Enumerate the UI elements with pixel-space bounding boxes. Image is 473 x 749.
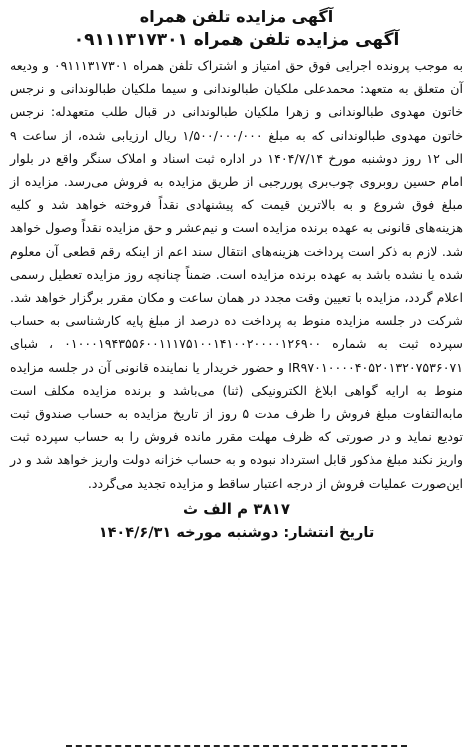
publication-date: تاریخ انتشار: دوشنبه مورخه ۱۴۰۴/۶/۳۱	[98, 524, 375, 541]
notice-subtitle: آگهی مزایده تلفن همراه ۰۹۱۱۱۳۱۷۳۰۱	[73, 30, 400, 50]
notice-title: آگهی مزایده تلفن همراه	[139, 7, 334, 26]
bottom-divider	[66, 745, 407, 747]
reference-code: ۳۸۱۷ م الف ث	[183, 499, 290, 518]
notice-body: به موجب پرونده اجرایی فوق حق امتیاز و اشتراک تلفن همراه ۰۹۱۱۱۳۱۷۳۰۱ و ودیعه آن متعلق به متعهد: محمدعلی ملکیان طبالوندانی و سیما ملکیان طبالوندانی و نرجس خاتون مهدوی طبالوندانی و زهرا ملکیان طبالوندانی در قبال طلب متعهدله: نرجس خاتون مهدوی طبالوندانی که به مبلغ ۱/۵۰۰/۰۰۰/۰۰۰ ریال ارزیابی شده، از ساعت ۹ الی ۱۲ روز دوشنبه مورخ ۱۴۰۴/۷/۱۴ در اداره ثبت اسناد و املاک سنگر واقع در بلوار امام حسین روبروی چوب‌بری پوررجبی از طریق مزایده به فروش می‌رسد. مزایده از مبلغ فوق شروع و به بالاترین قیمت که پیشنهادی نقداً فروخته خواهد شد و کلیه هزینه‌های قانونی به عهده برنده مزایده است و نیم‌عشر و حق مزایده نقداً وصول خواهد شد. لازم به ذکر است پرداخت هزینه‌های انتقال سند اعم از اینکه رقم قطعی آن معلوم شده یا نشده باشد به عهده برنده مزایده است. ضمناً چنانچه روز مزایده تعطیل رسمی اعلام گردد، مزایده با تعیین وقت مجدد در همان ساعت و مکان مقرر برگزار خواهد شد. شرکت در جلسه مزایده منوط به پرداخت ده درصد از مبلغ پایه کارشناسی به حساب سپرده ثبت به شماره ۰۱۰۰۰۱۹۴۳۵۵۶۰۰۱۱۱۷۵۱۰۰۱۴۱۰۰۲۰۰۰۰۱۲۶۹۰۰ ، شبای IR۹۷۰۱۰۰۰۰۴۰۵۲۰۱۳۲۰۷۵۳۶۰۷۱ و حضور خریدار یا نماینده قانونی آن در جلسه مزایده منوط به ارایه گواهی ابلاغ الکترونیکی (ثنا) می‌باشد و برنده مزایده مکلف است مابه‌التفاوت مبلغ فروش را ظرف مدت ۵ روز از تاریخ مزایده به حساب صندوق ثبت تودیع نماید و در صورتی که ظرف مهلت مقرر مانده فروش را به حساب سپرده ثبت واریز نکند مبلغ مذکور قابل استرداد نبوده و به حساب خزانه دولت واریز خواهد شد و در این‌صورت عملیات فروش از درجه اعتبار ساقط و مزایده تجدید می‌گردد.	[10, 58, 463, 491]
